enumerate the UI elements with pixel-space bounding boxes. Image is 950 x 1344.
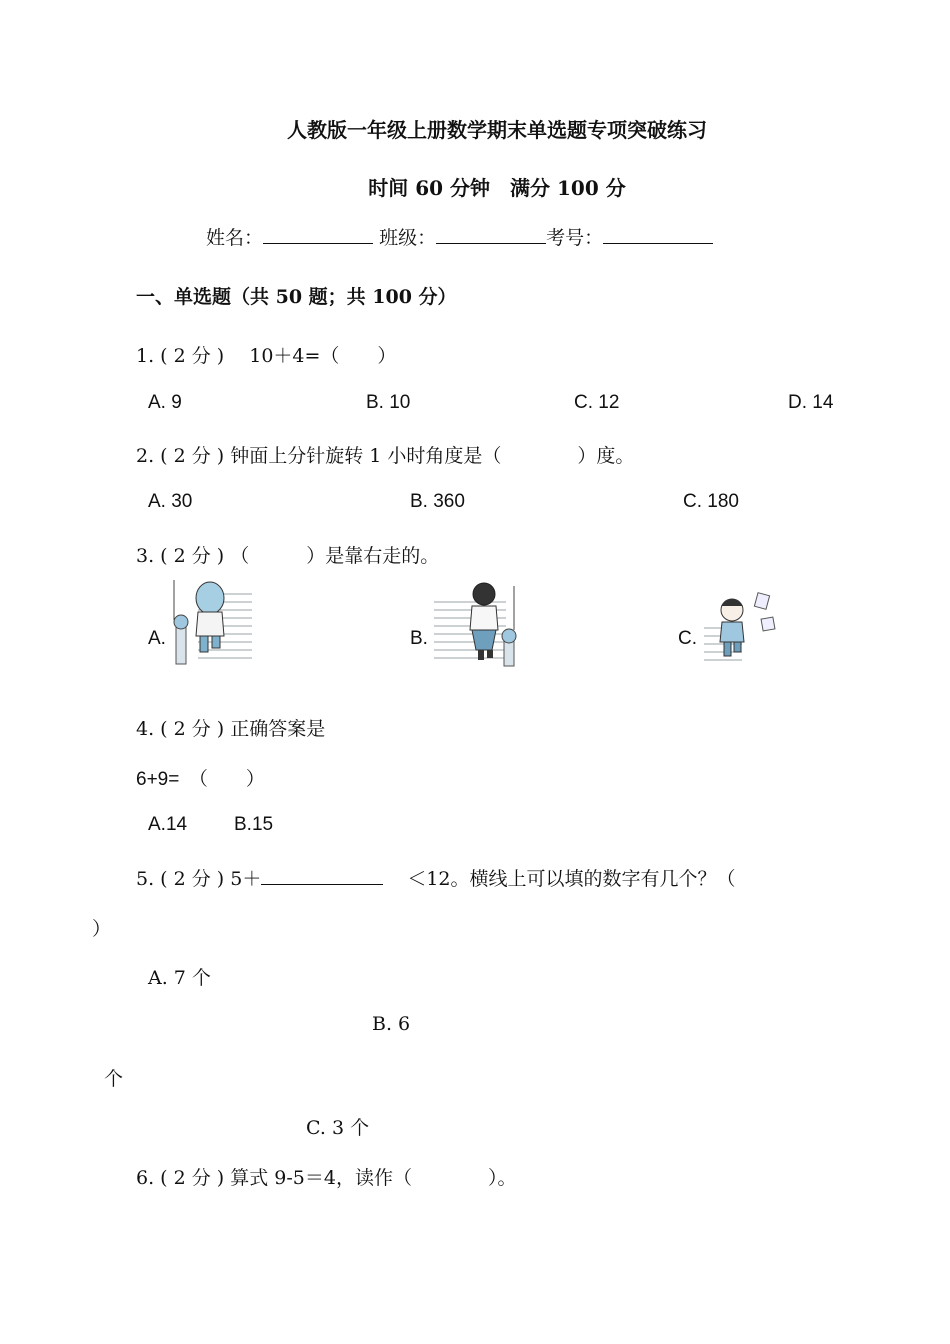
q1-option-b[interactable]: B. 10 — [366, 392, 411, 413]
q2-option-b[interactable]: B. 360 — [410, 491, 465, 512]
question-4-stem: 4. ( 2 分 ) 正确答案是 — [136, 718, 326, 740]
question-6-stem: 6. ( 2 分 ) 算式 9-5＝4，读作（ ）。 — [136, 1167, 517, 1189]
exam-no-label: 考号： — [546, 227, 604, 249]
q3-option-a[interactable]: A. — [148, 628, 166, 649]
q1-option-d[interactable]: D. 14 — [788, 392, 834, 413]
q1-option-c[interactable]: C. 12 — [574, 392, 620, 413]
class-blank[interactable] — [436, 225, 546, 244]
q4-expression: 6+9= （ ） — [136, 769, 265, 790]
doc-title: 人教版一年级上册数学期末单选题专项突破练习 — [287, 118, 707, 142]
q4-option-a[interactable]: A.14 — [148, 814, 188, 835]
q5-stem-suffix: ＜12。横线上可以填的数字有几个？（ — [407, 868, 736, 890]
question-3-stem: 3. ( 2 分 ) （ ）是靠右走的。 — [136, 545, 440, 567]
q4-option-b[interactable]: B.15 — [234, 814, 274, 835]
q5-option-c[interactable]: C. 3 个 — [306, 1117, 370, 1139]
q5-option-b-wrap[interactable]: 个 — [104, 1068, 124, 1090]
q3-option-c[interactable]: C. — [678, 628, 697, 649]
q1-option-a[interactable]: A. 9 — [148, 392, 182, 413]
boy-walking-downstairs-icon[interactable] — [702, 588, 782, 668]
q2-option-a[interactable]: A. 30 — [148, 491, 193, 512]
q5-answer-blank[interactable] — [261, 866, 383, 885]
q2-option-c[interactable]: C. 180 — [683, 491, 739, 512]
doc-subtitle: 时间 60 分钟 满分 100 分 — [368, 176, 626, 200]
q5-stem-prefix: 5. ( 2 分 ) 5＋ — [136, 868, 262, 890]
question-1-stem: 1. ( 2 分 ) 10＋4=（ ） — [136, 345, 397, 367]
question-5-stem — [136, 864, 736, 891]
question-2-stem: 2. ( 2 分 ) 钟面上分针旋转 1 小时角度是（ ）度。 — [136, 445, 635, 467]
q5-option-b[interactable]: B. 6 — [372, 1013, 411, 1035]
name-blank[interactable] — [263, 225, 373, 244]
child-climbing-stairs-left-rail-icon[interactable] — [168, 576, 254, 668]
q3-option-b[interactable]: B. — [410, 628, 428, 649]
section-heading: 一、单选题（共 50 题；共 100 分） — [136, 286, 457, 308]
student-info-line — [206, 223, 713, 250]
q5-option-a[interactable]: A. 7 个 — [148, 967, 211, 989]
class-label: 班级： — [379, 227, 437, 249]
name-label: 姓名： — [206, 227, 264, 249]
girl-walking-upstairs-right-rail-icon[interactable] — [432, 580, 522, 670]
exam-no-blank[interactable] — [603, 225, 713, 244]
q5-stem-wrap: ） — [92, 918, 112, 940]
